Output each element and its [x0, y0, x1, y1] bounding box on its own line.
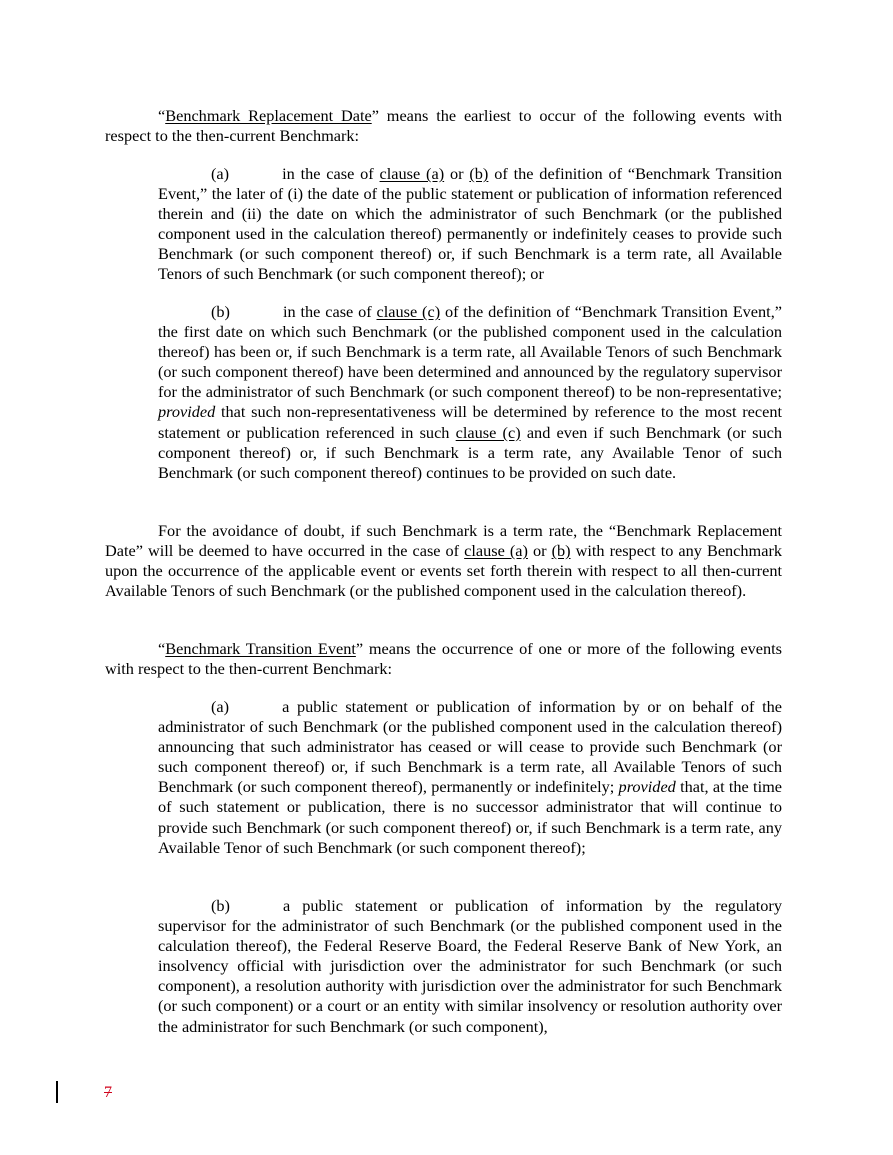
- clause-text: of the definition of “Benchmark Transition Event,” the first date on which such Benchmark (or the published component used in the calculation thereof) has been or, if such Benchmark is a term rate, all Available Tenors of such Benchmark (or such component thereof) have been determined and announced by the regulatory supervisor for the administrator of such Benchmark (or such component thereof) to be non-representative;: [158, 302, 782, 402]
- emphasis-provided: provided: [618, 777, 676, 797]
- definition-text: ” means the earliest to occur of the following events with respect to the then-current Benchmark:: [105, 106, 783, 146]
- clause-a-replacement-date: [158, 164, 782, 285]
- open-quote: “: [158, 106, 166, 125]
- clause-reference: clause (c): [455, 422, 521, 442]
- defined-term: Benchmark Transition Event: [165, 639, 356, 658]
- clause-text: that such non-representativeness will be determined by reference to the most recent statement or publication referenced in such: [158, 402, 782, 442]
- clause-label: (b): [211, 302, 230, 321]
- clause-reference: (b): [551, 541, 571, 561]
- clause-label: (a): [211, 164, 230, 183]
- clause-text: of the definition of “Benchmark Transition Event,” the later of (i) the date of the public statement or publication of information referenced therein and (ii) the date on which the administrator of such Benchmark (or the published component used in the calculation thereof) permanently or indefinitely ceases to provide such Benchmark (or such component thereof) or, if such Benchmark is a term rate, all Available Tenors of such Benchmark (or such component thereof); or: [158, 164, 783, 284]
- avoidance-of-doubt-paragraph: [105, 521, 782, 601]
- clause-b-replacement-date: [158, 302, 782, 483]
- revision-change-bar: [56, 1081, 58, 1103]
- paragraph-text: For the avoidance of doubt, if such Benchmark is a term rate, the “Benchmark Replacement Date” will be deemed to have occurred in the case of: [105, 521, 782, 561]
- clause-b-transition-event: [158, 896, 782, 1037]
- emphasis-provided: provided: [158, 402, 216, 422]
- clause-text: a public statement or publication of information by or on behalf of the administrator of such Benchmark (or the published component used in the calculation thereof) announcing that such administrator has ceased or will cease to provide such Benchmark (or such component thereof) or, if such Benchmark is a term rate, all Available Tenors of such Benchmark (or such component thereof), permanently or indefinitely;: [158, 697, 782, 797]
- clause-text: or: [444, 164, 470, 183]
- clause-reference: clause (c): [376, 302, 441, 321]
- clause-label: (b): [211, 896, 230, 915]
- clause-text: and even if such Benchmark (or such component thereof) or, if such Benchmark is a term rate, any Available Tenor of such Benchmark (or such component thereof) continues to be provided on such date.: [158, 422, 782, 482]
- clause-reference: clause (a): [379, 164, 445, 183]
- clause-text: that, at the time of such statement or publication, there is no successor administrator that will continue to provide such Benchmark (or such component thereof) or, if such Benchmark is a term rate, any Available Tenor of such Benchmark (or such component thereof);: [158, 777, 782, 857]
- clause-text: in the case of: [282, 164, 380, 183]
- clause-reference: (b): [469, 164, 489, 183]
- definition-text: ” means the occurrence of one or more of the following events with respect to the then-current Benchmark:: [105, 639, 783, 679]
- clause-reference: clause (a): [464, 541, 528, 561]
- paragraph-text: with respect to any Benchmark upon the occurrence of the applicable event or events set forth therein with respect to all then-current Available Tenors of such Benchmark (or the published component used in the calculation thereof).: [105, 541, 783, 601]
- defined-term: Benchmark Replacement Date: [165, 106, 372, 125]
- clause-a-transition-event: [158, 697, 782, 858]
- definition-benchmark-transition-event: [105, 639, 782, 679]
- paragraph-text: or: [527, 541, 552, 561]
- open-quote: “: [158, 639, 166, 658]
- clause-text: a public statement or publication of information by the regulatory supervisor for the administrator of such Benchmark (or the published component used in the calculation thereof), the Federal Reserve Board, the Federal Reserve Bank of New York, an insolvency official with jurisdiction over the administrator for such Benchmark (or such component), a resolution authority with jurisdiction over the administrator for such Benchmark (or such component) or a court or an entity with similar insolvency or resolution authority over the administrator for such Benchmark (or such component),: [158, 896, 782, 1036]
- page-number: 7: [104, 1084, 112, 1101]
- clause-text: in the case of: [282, 302, 377, 321]
- clause-label: (a): [211, 697, 230, 716]
- definition-benchmark-replacement-date: [105, 106, 782, 146]
